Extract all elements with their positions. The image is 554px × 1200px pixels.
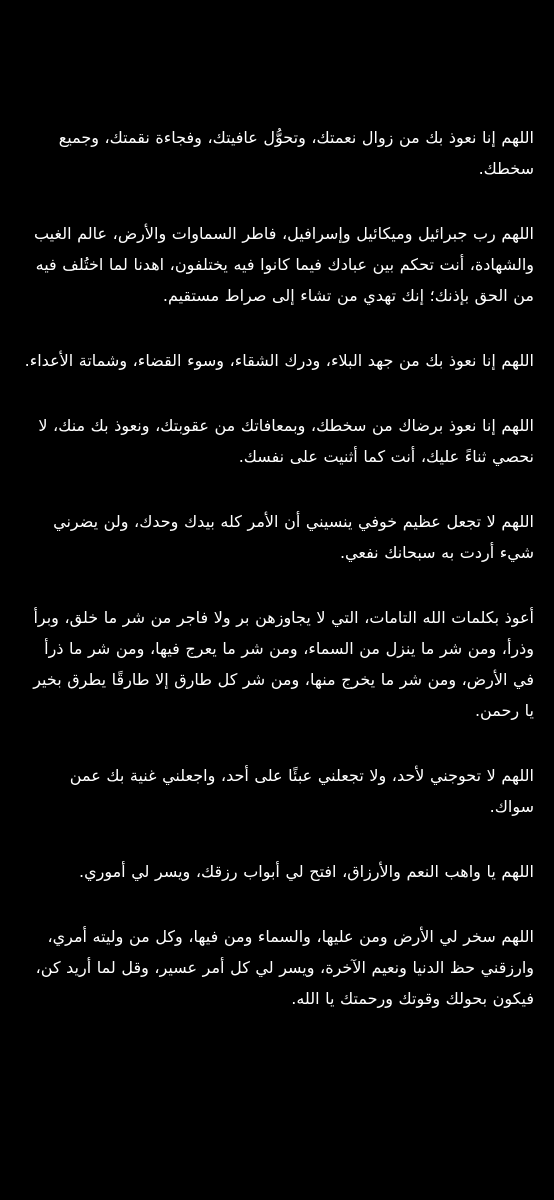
dua-paragraph: اللهم إنا نعوذ بك من جهد البلاء، ودرك الشقاء، وسوء القضاء، وشماتة الأعداء. bbox=[24, 351, 534, 370]
dua-paragraph: اللهم رب جبرائيل وميكائيل وإسرافيل، فاطر السماوات والأرض، عالم الغيب والشهادة، أنت تحكم بين عبادك فيما كانوا فيه يختلفون، اهدنا لما اختُلف فيه من الحق بإذنك؛ إنك تهدي من تشاء إلى صراط مستقيم. bbox=[33, 224, 534, 305]
dua-paragraph: اللهم لا تجعل عظيم خوفي ينسيني أن الأمر كله بيدك وحدك، ولن يضرني شيء أردت به سبحانك نفعي. bbox=[53, 512, 534, 562]
note-body[interactable] bbox=[20, 122, 534, 1048]
dua-paragraph: اللهم يا واهب النعم والأرزاق، افتح لي أبواب رزقك، ويسر لي أموري. bbox=[78, 862, 534, 881]
dua-paragraph: اللهم إنا نعوذ برضاك من سخطك، وبمعافاتك من عقوبتك، ونعوذ بك منك، لا نحصي ثناءً عليك، أنت كما أثنيت على نفسك. bbox=[38, 416, 534, 466]
dua-paragraph: اللهم إنا نعوذ بك من زوال نعمتك، وتحوُّل عافيتك، وفجاءة نقمتك، وجميع سخطك. bbox=[58, 128, 534, 178]
dua-paragraph: أعوذ بكلمات الله التامات، التي لا يجاوزهن بر ولا فاجر من شر ما خلق، وبرأ وذرأ، ومن شر ما ينزل من السماء، ومن شر ما يعرج فيها، ومن شر ما ذرأ في الأرض، ومن شر ما يخرج منها، ومن شر كل طارق إلا طارقًا يطرق بخير يا رحمن. bbox=[33, 608, 534, 720]
dua-paragraph: اللهم سخر لي الأرض ومن عليها، والسماء ومن فيها، وكل من وليته أمري، وارزقني حظ الدنيا ونعيم الآخرة، ويسر لي كل أمر عسير، وقل لما أريد كن، فيكون بحولك وقوتك ورحمتك يا الله. bbox=[35, 927, 534, 1008]
dua-paragraph: اللهم لا تحوجني لأحد، ولا تجعلني عبئًا على أحد، واجعلني غنية بك عمن سواك. bbox=[69, 766, 534, 816]
